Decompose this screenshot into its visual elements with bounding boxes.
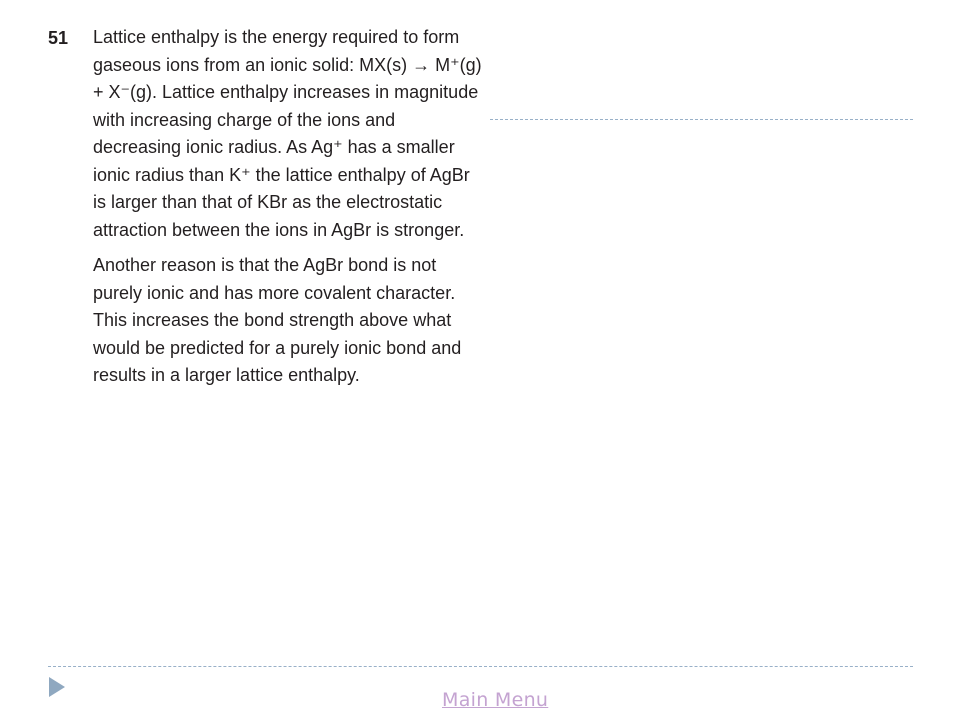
answer-line: decreasing ionic radius. As Ag⁺ has a smaller [93,137,455,157]
answer-line: with increasing charge of the ions and [93,109,396,130]
answer-line: results in a larger lattice enthalpy. [93,365,360,385]
answer-line: Another reason is that the AgBr bond is not [93,255,437,275]
answer-line: is larger than that of KBr as the electrostatic [93,192,443,212]
answer-line: would be predicted for a purely ionic bond and [93,337,462,358]
answer-line: + X⁻(g). Lattice enthalpy increases in magnitude [93,82,479,102]
question-number: 51 [48,28,69,48]
answer-paragraph-1 [93,24,493,244]
answer-line: ionic radius than K⁺ the lattice enthalpy of AgBr [93,164,470,185]
divider-footer [48,666,913,667]
answer-line: This increases the bond strength above what [93,310,452,330]
answer-line: attraction between the ions in AgBr is stronger. [93,219,465,240]
main-menu-link[interactable]: Main Menu [442,689,549,711]
answer-paragraph-2 [93,252,493,390]
answer-line: gaseous ions from an ionic solid: MX(s) → M⁺(g) [93,54,482,75]
answer-line: purely ionic and has more covalent character. [93,282,456,303]
answer-line: Lattice enthalpy is the energy required to form [93,27,460,47]
divider-top-right [490,119,913,120]
triangle-right-icon [48,676,66,698]
answer-text [93,24,493,398]
